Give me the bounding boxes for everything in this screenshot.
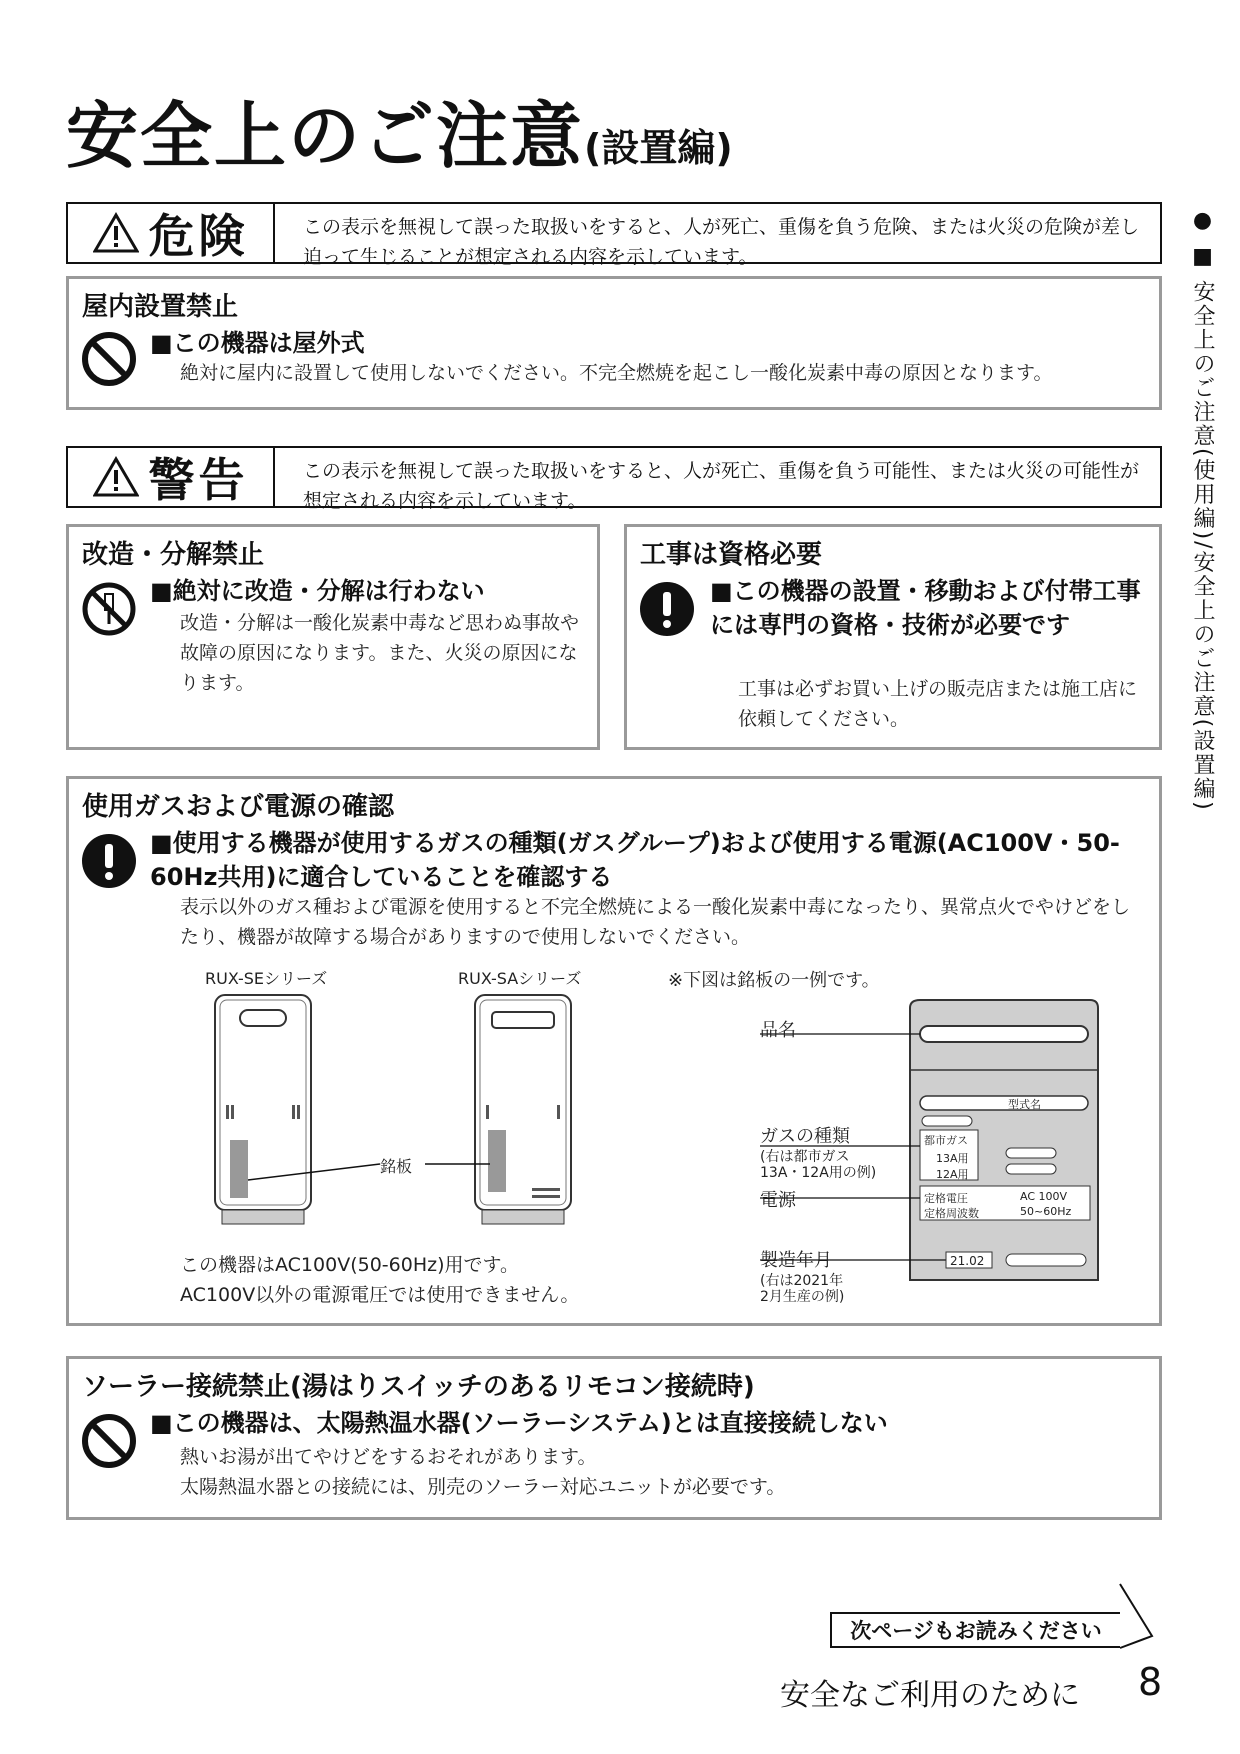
danger-label: 危険	[68, 204, 275, 262]
nameplate-12a: 12A用	[936, 1168, 969, 1181]
warning-triangle-icon	[93, 456, 139, 498]
nameplate-note: ※下図は銘板の一例です。	[668, 970, 880, 991]
license-bold: ■この機器の設置・移動および付帯工事には専門の資格・技術が必要です	[710, 577, 1141, 639]
arrow-right-icon	[1118, 1582, 1154, 1654]
nameplate-freq: 50~60Hz	[1020, 1205, 1072, 1218]
label-date: 製造年月	[760, 1250, 832, 1271]
solar-body-1: 熱いお湯が出てやけどをするおそれがあります。	[180, 1446, 597, 1468]
gas-body: 表示以外のガス種および電源を使用すると不完全燃焼による一酸化炭素中毒になったり、異常点火でやけどをしたり、機器が故障する場合がありますので使用しないでください。	[180, 896, 1131, 948]
warning-description: この表示を無視して誤った取扱いをすると、人が死亡、重傷を負う可能性、または火災の可能性が想定される内容を示しています。	[303, 460, 1140, 512]
label-product: 品名	[760, 1020, 796, 1041]
indoor-body: 絶対に屋内に設置して使用しないでください。不完全燃焼を起こし一酸化炭素中毒の原因となります。	[180, 362, 1053, 384]
nameplate-voltage: AC 100V	[1020, 1190, 1068, 1203]
label-gas-note-2: 13A・12A用の例)	[760, 1165, 877, 1181]
caption-line-2: AC100V以外の電源電圧では使用できません。	[180, 1284, 580, 1306]
plate-pointer-lines	[240, 1150, 500, 1190]
page-subtitle: (設置編)	[584, 126, 733, 170]
warning-triangle-icon	[93, 212, 139, 254]
label-date-note-1: (右は2021年	[760, 1273, 844, 1289]
warning-label: 警告	[68, 448, 275, 506]
license-body: 工事は必ずお買い上げの販売店または施工店に依頼してください。	[738, 678, 1138, 730]
water-heater-sa-illustration	[472, 990, 574, 1240]
nameplate-freq-label: 定格周波数	[924, 1207, 979, 1220]
side-section-tab: ● ■ 安全上のご注意(使用編)/安全上のご注意(設置編)	[1190, 208, 1215, 812]
nameplate-voltage-label: 定格電圧	[924, 1192, 968, 1205]
solar-body-2: 太陽熱温水器との接続には、別売のソーラー対応ユニットが必要です。	[180, 1476, 786, 1498]
page-title: 安全上のご注意(設置編)	[66, 94, 733, 178]
series-se-label: RUX-SEシリーズ	[205, 969, 328, 988]
no-disassembly-icon	[80, 580, 138, 638]
footer-title: 安全なご利用のために	[780, 1678, 1080, 1713]
modify-heading: 改造・分解禁止	[82, 540, 265, 570]
gas-heading: 使用ガスおよび電源の確認	[82, 792, 395, 822]
indoor-heading: 屋内設置禁止	[82, 292, 239, 322]
next-page-notice: 次ページもお読みください	[830, 1612, 1120, 1648]
modify-body: 改造・分解は一酸化炭素中毒など思わぬ事故や故障の原因になります。また、火災の原因になります。	[180, 612, 580, 694]
nameplate-model: 型式名	[1008, 1098, 1041, 1111]
danger-header	[66, 202, 1162, 268]
mandatory-icon	[80, 832, 138, 890]
series-sa-label: RUX-SAシリーズ	[458, 969, 582, 988]
danger-description: この表示を無視して誤った取扱いをすると、人が死亡、重傷を負う危険、または火災の危険が差し迫って生じることが想定される内容を示しています。	[303, 216, 1140, 268]
nameplate-13a: 13A用	[936, 1152, 969, 1165]
caption-line-1: この機器はAC100V(50-60Hz)用です。	[180, 1254, 519, 1276]
label-gas-note-1: (右は都市ガス	[760, 1149, 850, 1165]
label-power: 電源	[760, 1190, 796, 1211]
plate-label: 銘板	[380, 1157, 413, 1176]
nameplate-city-gas: 都市ガス	[924, 1134, 968, 1147]
gas-bold: ■使用する機器が使用するガスの種類(ガスグループ)および使用する電源(AC100V・50-60Hz共用)に適合していることを確認する	[150, 829, 1120, 891]
warning-header	[66, 446, 1162, 512]
nameplate-date-code: 21.02	[950, 1254, 985, 1268]
modify-bold: ■絶対に改造・分解は行わない	[150, 577, 485, 605]
mandatory-icon	[638, 580, 696, 638]
label-gas-type: ガスの種類	[760, 1126, 850, 1147]
indoor-bold: ■この機器は屋外式	[150, 329, 365, 357]
solar-heading: ソーラー接続禁止(湯はりスイッチのあるリモコン接続時)	[82, 1372, 755, 1402]
solar-bold: ■この機器は、太陽熱温水器(ソーラーシステム)とは直接接続しない	[150, 1409, 888, 1437]
label-date-note-2: 2月生産の例)	[760, 1289, 845, 1305]
page-number: 8	[1138, 1660, 1163, 1704]
water-heater-se-illustration	[212, 990, 314, 1240]
license-heading: 工事は資格必要	[640, 540, 823, 570]
prohibition-icon	[80, 330, 138, 388]
prohibition-icon	[80, 1412, 138, 1470]
